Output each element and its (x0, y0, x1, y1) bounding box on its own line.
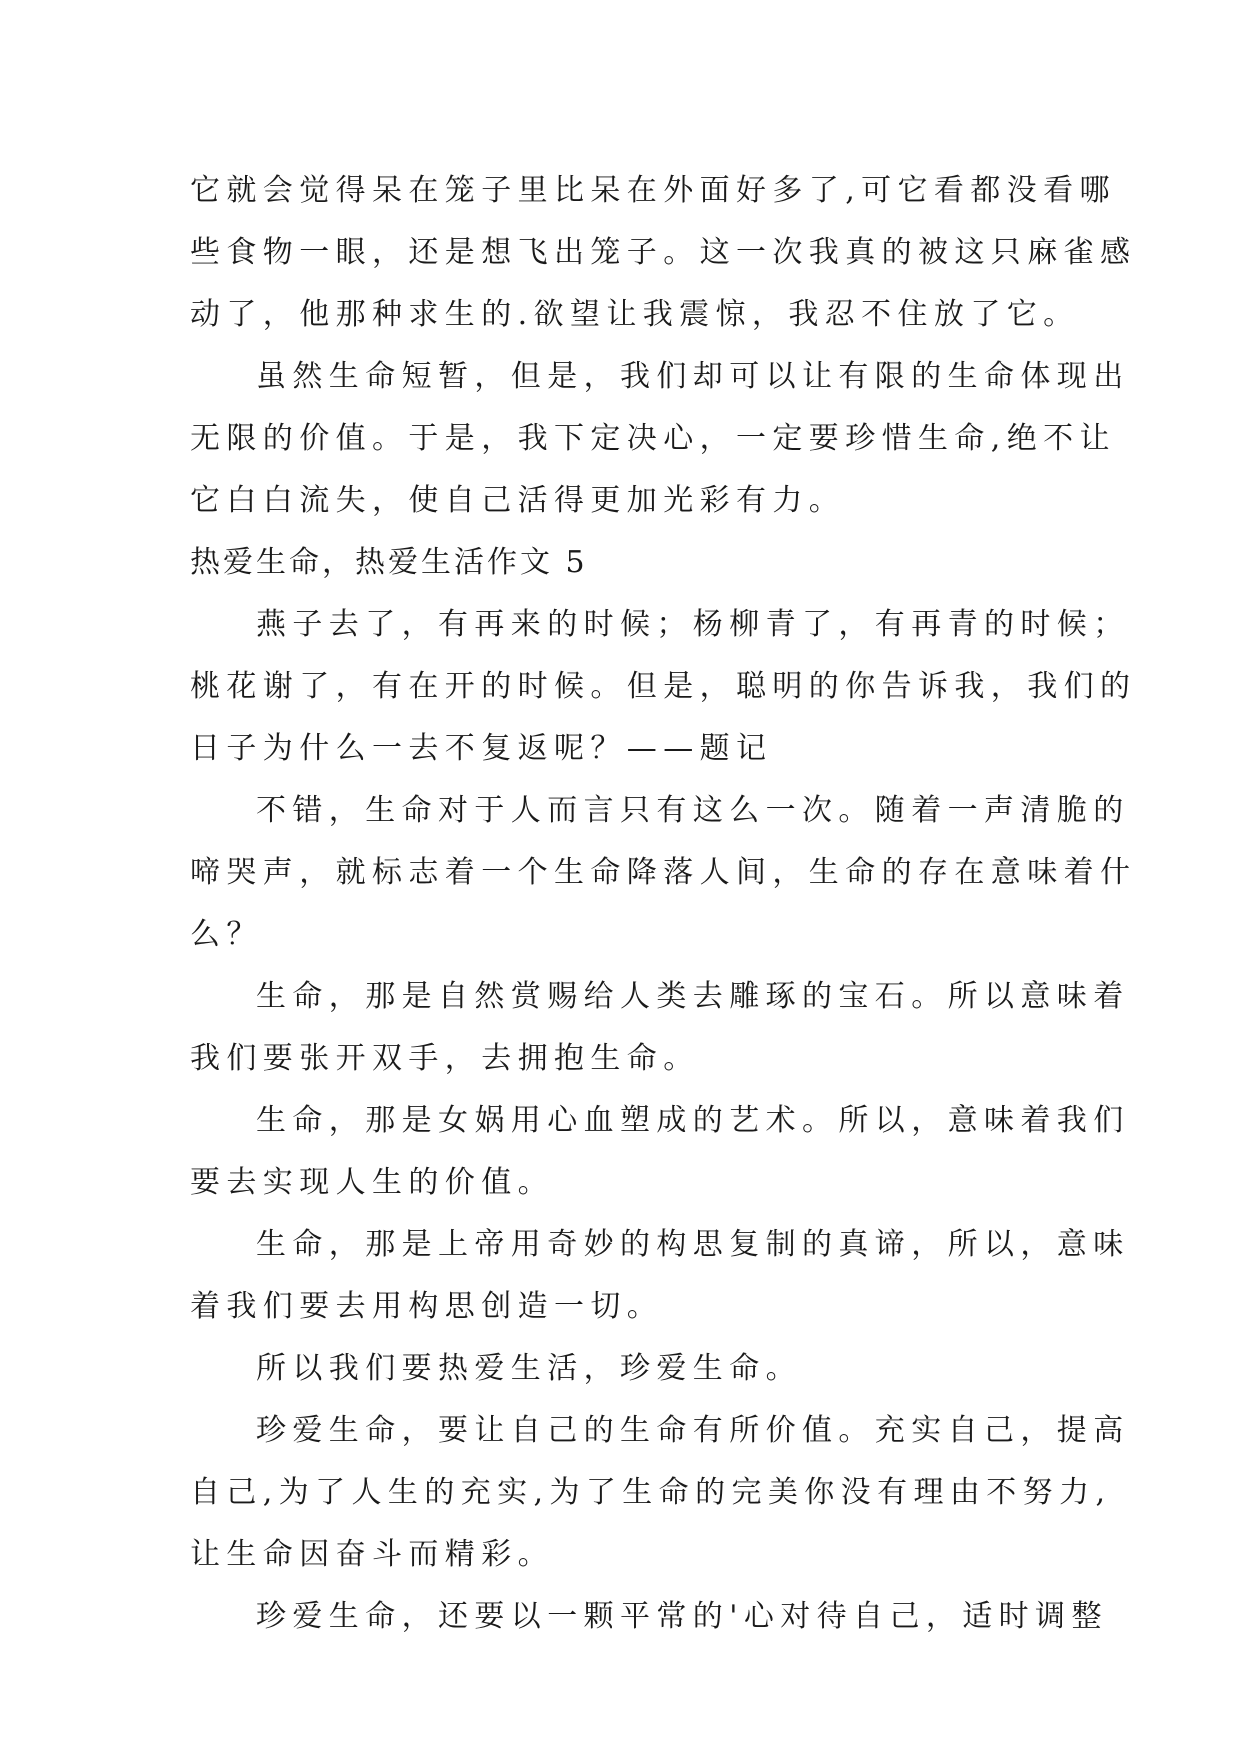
text-line: 不错，生命对于人而言只有这么一次。随着一声清脆的 (256, 793, 1130, 828)
text-line: 日子为什么一去不复返呢？——题记 (190, 731, 773, 766)
text-line: 些食物一眼，还是想飞出笼子。这一次我真的被这只麻雀感 (190, 235, 1137, 270)
text-line: 无限的价值。于是，我下定决心，一定要珍惜生命,绝不让 (190, 421, 1116, 456)
text-line: 要去实现人生的价值。 (190, 1165, 554, 1200)
text-line: 我们要张开双手，去拥抱生命。 (190, 1041, 700, 1076)
text-line: 动了，他那种求生的.欲望让我震惊，我忍不住放了它。 (190, 297, 1080, 332)
text-line: 让生命因奋斗而精彩。 (190, 1537, 554, 1572)
document-page (190, 160, 1137, 1648)
text-line: 它就会觉得呆在笼子里比呆在外面好多了,可它看都没看哪 (190, 173, 1116, 208)
text-line: 自己,为了人生的充实,为了生命的完美你没有理由不努力, (190, 1475, 1112, 1510)
text-line: 珍爱生命，要让自己的生命有所价值。充实自己，提高 (256, 1413, 1130, 1448)
text-line: 生命，那是女娲用心血塑成的艺术。所以，意味着我们 (256, 1103, 1130, 1138)
text-line: 着我们要去用构思创造一切。 (190, 1289, 664, 1324)
text-line: 所以我们要热爱生活，珍爱生命。 (256, 1351, 802, 1386)
text-line: 虽然生命短暂，但是，我们却可以让有限的生命体现出 (256, 359, 1130, 394)
text-line: 生命，那是自然赏赐给人类去雕琢的宝石。所以意味着 (256, 979, 1130, 1014)
text-line: 生命，那是上帝用奇妙的构思复制的真谛，所以，意味 (256, 1227, 1130, 1262)
text-line: 珍爱生命，还要以一颗平常的'心对待自己，适时调整 (256, 1599, 1108, 1634)
text-line: 啼哭声，就标志着一个生命降落人间，生命的存在意味着什 (190, 855, 1137, 890)
section-heading: 热爱生命，热爱生活作文 5 (190, 545, 588, 580)
text-line: 么？ (190, 917, 263, 952)
text-line: 它白白流失，使自己活得更加光彩有力。 (190, 483, 846, 518)
text-line: 燕子去了，有再来的时候；杨柳青了，有再青的时候； (256, 607, 1130, 642)
text-line: 桃花谢了，有在开的时候。但是，聪明的你告诉我，我们的 (190, 669, 1137, 704)
